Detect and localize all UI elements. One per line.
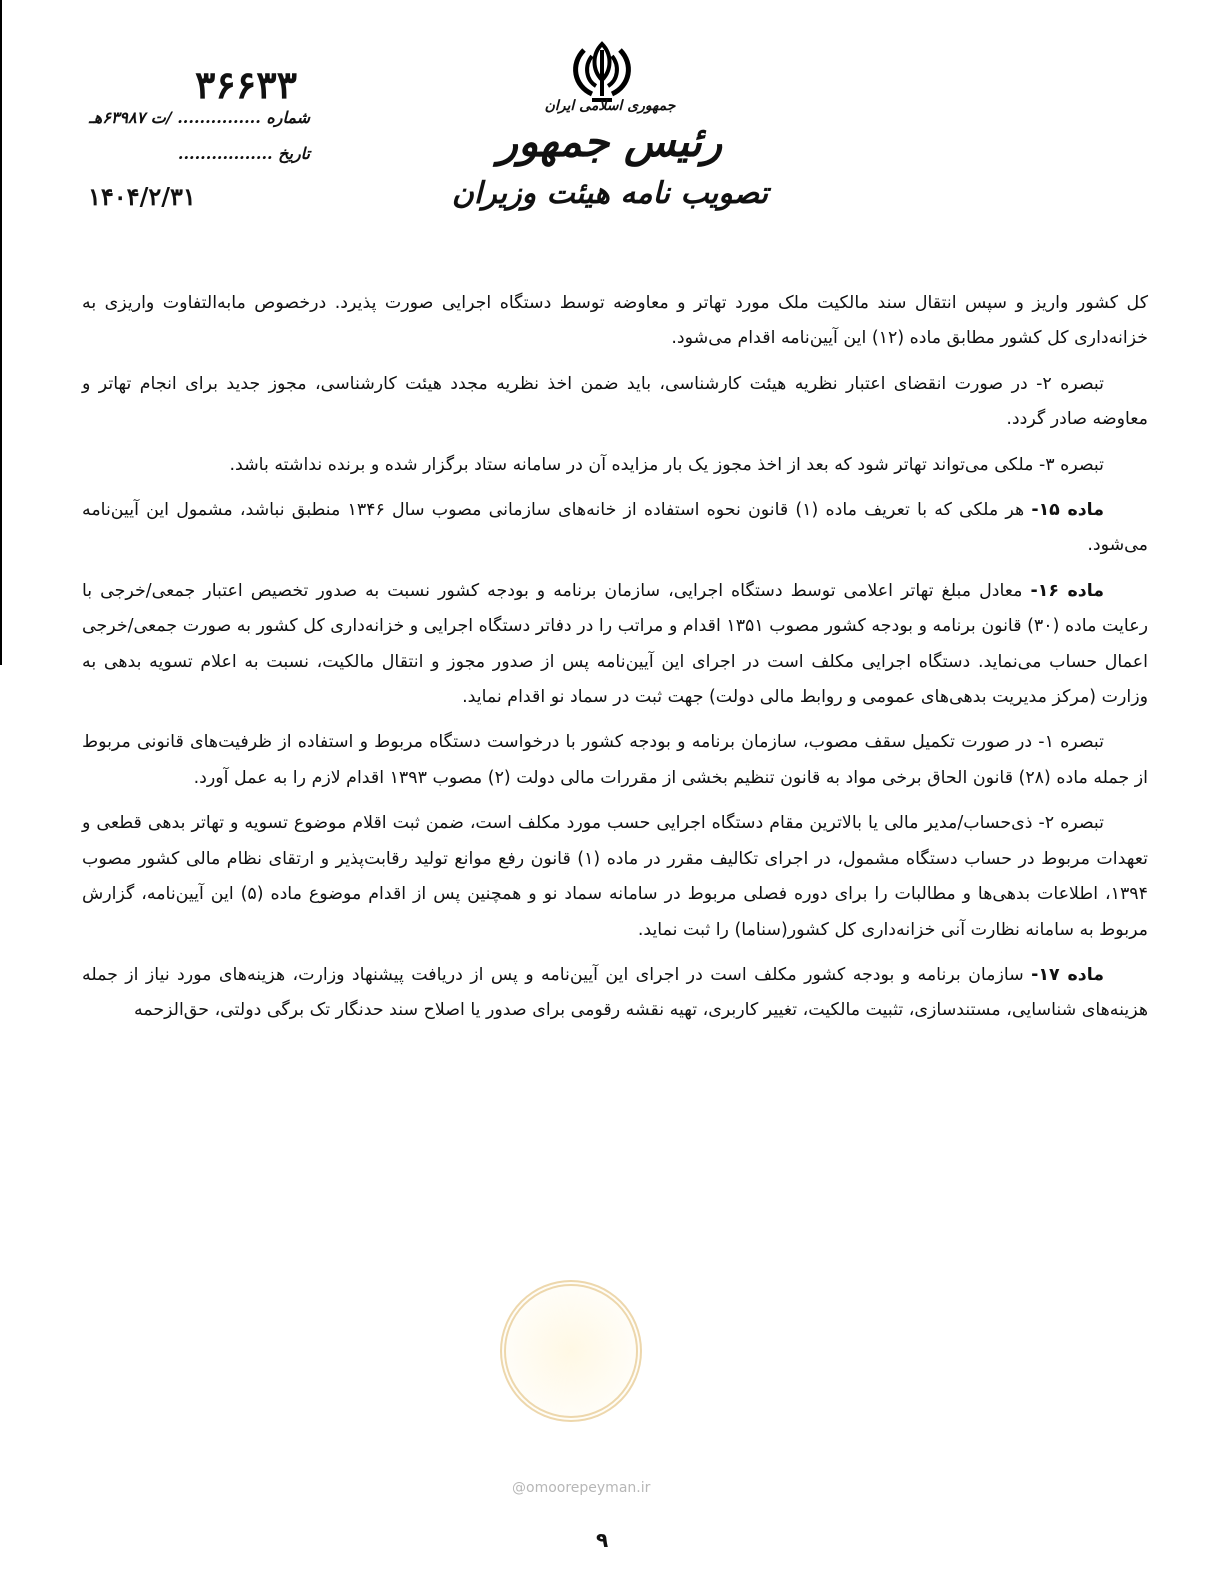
page-number: ۹ (596, 1528, 609, 1552)
watermark-text: @omoorepeyman.ir (512, 1480, 651, 1496)
paragraph-note-2: تبصره ۲- در صورت انقضای اعتبار نظریه هیئت کارشناسی، باید ضمن اخذ نظریه مجدد هیئت کارشناسی، مجوز جدید برای انجام تهاتر و معاوضه صادر گردد. (82, 373, 1148, 430)
paragraph-article-16: ماده ۱۶- معادل مبلغ تهاتر اعلامی توسط دستگاه اجرایی، سازمان برنامه و بودجه کشور نسبت به صدور تخصیص اعتبار جمعی/خرجی با رعایت ماده (۳۰) قانون برنامه و بودجه کشور مصوب ۱۳۵۱ اقدام و مراتب را در دفاتر دستگاه اجرایی و خزانه‌داری کل کشور به صورت جمعی/خرجی اعمال حساب می‌نماید. دستگاه اجرایی مکلف است در اجرای این آیین‌نامه پس از صدور مجوز و انتقال مالکیت، نسبت به اعلام تسویه بدهی به وزارت (مرکز مدیریت بدهی‌های عمومی و روابط مالی دولت) جهت ثبت در سماد نو اقدام نماید. (82, 580, 1148, 708)
paragraph-article-15: ماده ۱۵- هر ملکی که با تعریف ماده (۱) قانون نحوه استفاده از خانه‌های سازمانی مصوب سال ۱۳۴۶ منطبق نباشد، مشمول این آیین‌نامه می‌شود. (82, 500, 1148, 556)
scan-edge (0, 0, 2, 665)
registration-number: ۳۶۶۳۳ (195, 62, 298, 107)
letterhead (400, 98, 820, 211)
republic-title: جمهوری اسلامی ایران (544, 98, 676, 114)
paragraph-continuation: کل کشور واریز و سپس انتقال سند مالکیت ملک مورد تهاتر و معاوضه توسط دستگاه اجرایی صورت پذیرد. درخصوص مابه‌التفاوت واریزی به خزانه‌داری کل کشور مطابق ماده (۱۲) این آیین‌نامه اقدام می‌شود. (82, 293, 1148, 349)
paragraph-note-3: تبصره ۳- ملکی می‌تواند تهاتر شود که بعد از اخذ مجوز یک بار مزایده آن در سامانه ستاد برگزار شده و برنده نداشته باشد. (229, 454, 1104, 475)
paragraph-article-17: ماده ۱۷- سازمان برنامه و بودجه کشور مکلف است در اجرای این آیین‌نامه و پس از دریافت پیشنهاد وزارت، هزینه‌های مورد نیاز از جمله هزینه‌های شناسایی، مستندسازی، تثبیت مالکیت، تغییر کاربری، تهیه نقشه رقومی برای صدور یا اصلاح سند حدنگار تک برگی دولتی، حق‌الزحمه (82, 964, 1148, 1021)
date-line: تاریخ ................. (177, 144, 310, 163)
paragraph-article-16-note-1: تبصره ۱- در صورت تکمیل سقف مصوب، سازمان برنامه و بودجه کشور با درخواست دستگاه مربوط و استفاده از ظرفیت‌های قانونی مربوط از جمله ماده (۲۸) قانون الحاق برخی مواد به قانون تنظیم بخشی از مقررات مالی دولت (۲) مصوب ۱۳۹۳ اقدام لازم را به عمل آورد. (82, 732, 1148, 788)
number-line: شماره ............... /ت ۶۳۹۸۷هـ (89, 108, 310, 127)
cabinet-title: تصویب نامه هیئت وزیران (451, 176, 769, 211)
paragraph-article-16-note-2: تبصره ۲- ذی‌حساب/مدیر مالی یا بالاترین مقام دستگاه اجرایی حسب مورد مکلف است، ضمن ثبت اقلام موضوع تسویه و تهاتر بدهی قطعی و تعهدات مربوط در حساب دستگاه مشمول، در اجرای تکالیف مقرر در ماده (۱) قانون رفع موانع تولید رقابت‌پذیر و ارتقای نظام مالی کشور مصوب ۱۳۹۴، اطلاعات بدهی‌ها و مطالبات را برای دوره فصلی مربوط در سامانه سماد نو و همچنین پس از اقدام موضوع ماده (۵) این آیین‌نامه، گزارش مربوط به سامانه نظارت آنی خزانه‌داری کل کشور(سناما) را ثبت نماید. (82, 813, 1148, 940)
iran-emblem-icon (562, 40, 642, 106)
document-body (82, 286, 1148, 1039)
president-title: رئیس جمهور (497, 117, 723, 166)
seal-stamp (500, 1280, 642, 1422)
handwritten-date: ۱۴۰۴/۲/۳۱ (88, 182, 196, 211)
